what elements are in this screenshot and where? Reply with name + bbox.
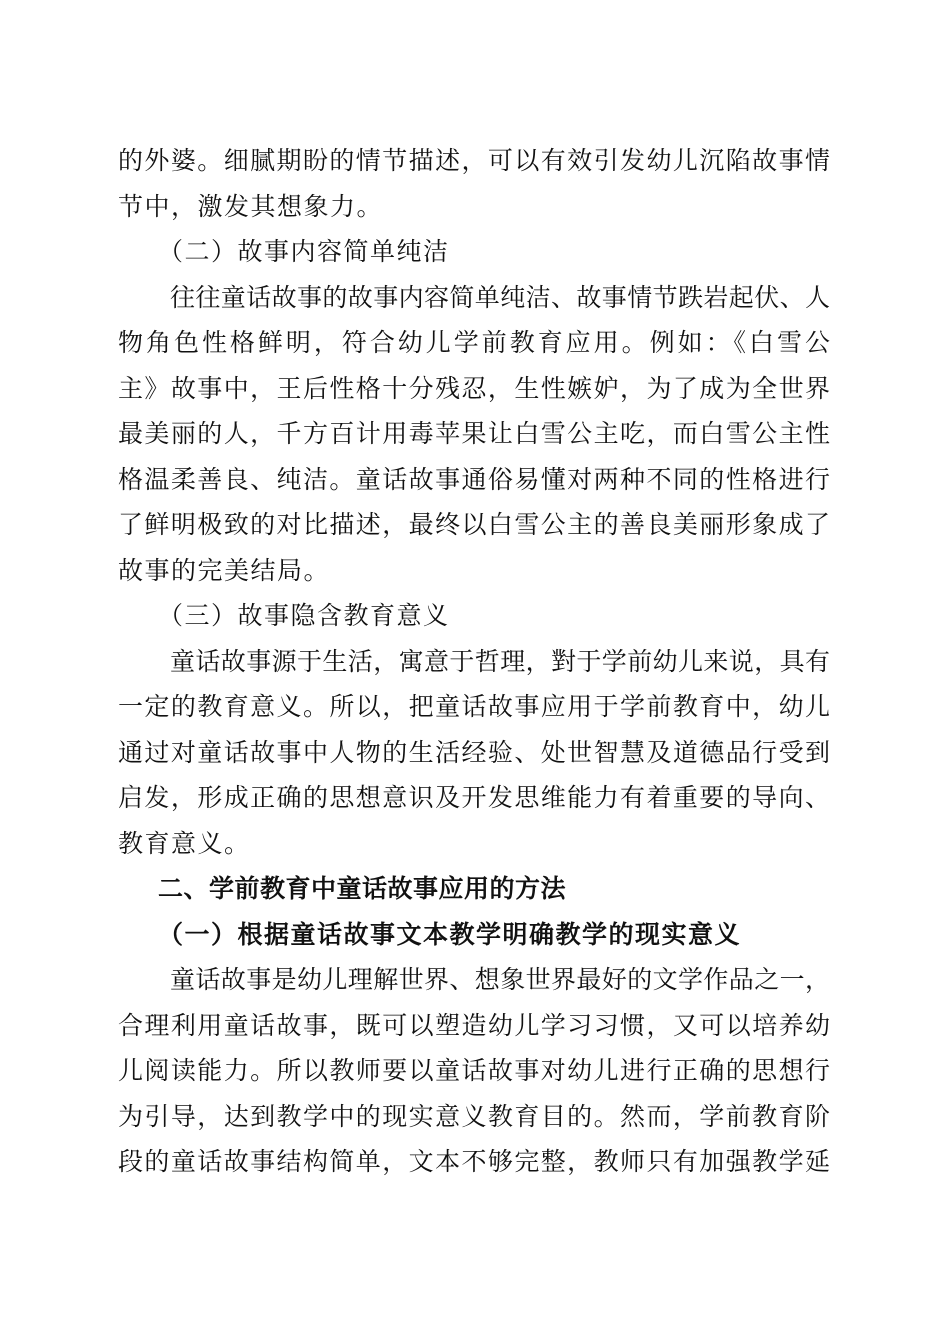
paragraph-line: 物角色性格鲜明，符合幼儿学前教育应用。例如：《白雪公: [118, 328, 830, 357]
paragraph-line: 童话故事是幼儿理解世界、想象世界最好的文学作品之一，: [170, 965, 830, 994]
document-body: [118, 138, 830, 1185]
subheading-3: （三）故事隐含教育意义: [158, 601, 450, 630]
paragraph-line: 通过对童话故事中人物的生活经验、处世智慧及道德品行受到: [118, 737, 830, 767]
paragraph-line: 的外婆。细腻期盼的情节描述，可以有效引发幼儿沉陷故事情: [118, 146, 830, 175]
paragraph-line: 儿阅读能力。所以教师要以童话故事对幼儿进行正确的思想行: [118, 1056, 830, 1085]
paragraph-line: 主》故事中，王后性格十分残忍，生性嫉妒，为了成为全世界: [118, 373, 830, 403]
paragraph-line: 为引导，达到教学中的现实意义教育目的。然而，学前教育阶: [118, 1101, 830, 1131]
paragraph-line: 故事的完美结局。: [118, 555, 331, 585]
paragraph-line: 段的童话故事结构简单，文本不够完整，教师只有加强教学延: [118, 1147, 830, 1176]
paragraph-line: 了鲜明极致的对比描述，最终以白雪公主的善良美丽形象成了: [118, 510, 830, 539]
paragraph-line: 启发，形成正确的思想意识及开发思维能力有着重要的导向、: [118, 783, 830, 812]
paragraph-line: 往往童话故事的故事内容简单纯洁、故事情节跌岩起伏、人: [170, 282, 830, 312]
paragraph-line: 格温柔善良、纯洁。童话故事通俗易懂对两种不同的性格进行: [118, 464, 830, 494]
paragraph-line: 节中，激发其想象力。: [118, 191, 384, 221]
paragraph-line: 教育意义。: [118, 828, 251, 858]
paragraph-line: 童话故事源于生活，寓意于哲理，對于学前幼儿来说，具有: [170, 646, 830, 676]
paragraph-line: 最美丽的人，千方百计用毒苹果让白雪公主吃，而白雪公主性: [118, 419, 830, 448]
paragraph-line: 合理利用童话故事，既可以塑造幼儿学习习惯，又可以培养幼: [118, 1010, 830, 1040]
subheading-1: （一）根据童话故事文本教学明确教学的现实意义: [158, 919, 742, 949]
section-heading: 二、学前教育中童话故事应用的方法: [158, 874, 567, 903]
paragraph-line: 一定的教育意义。所以，把童话故事应用于学前教育中，幼儿: [118, 692, 830, 721]
subheading-2: （二）故事内容简单纯洁: [158, 237, 450, 266]
